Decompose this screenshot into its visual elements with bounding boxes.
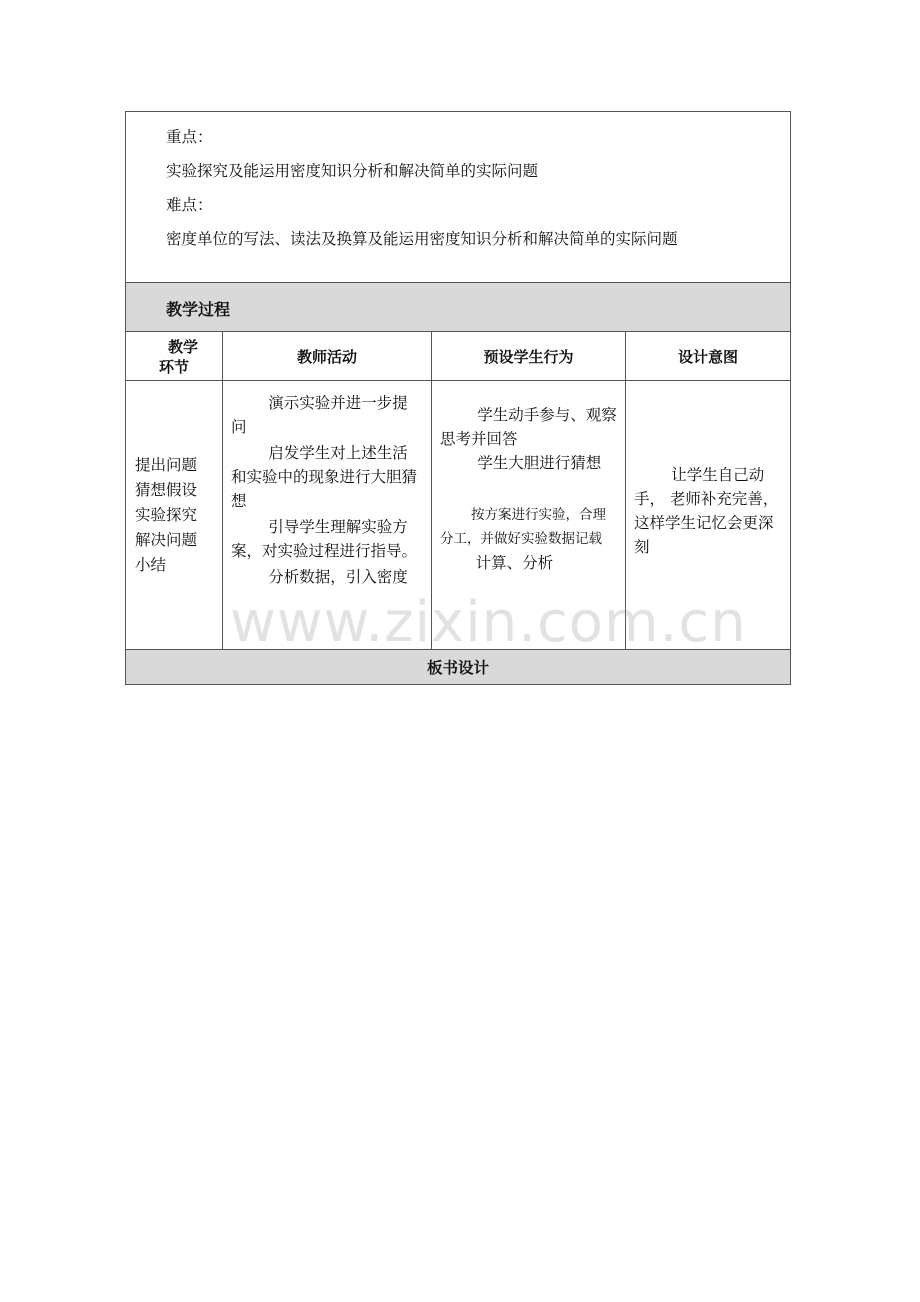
header-teacher: 教师活动: [223, 332, 432, 381]
teacher-item: 启发学生对上述生活和实验中的现象进行大胆猜想: [231, 444, 418, 510]
focus-section: [126, 112, 791, 283]
header-design: 设计意图: [626, 332, 791, 381]
stage-cell: [126, 381, 223, 650]
student-item: 学生大胆进行猜想: [477, 454, 602, 472]
stage-item: 小结: [135, 555, 167, 574]
watermark: www.zixin.com.cn: [230, 590, 747, 655]
teacher-item: 演示实验并进一步提问: [231, 394, 408, 436]
teacher-item: 分析数据，引入密度: [268, 568, 408, 586]
lesson-plan-table: [125, 111, 791, 685]
header-student: 预设学生行为: [432, 332, 626, 381]
student-item: 按方案进行实验，合理分工，并做好实验数据记载: [440, 507, 607, 547]
design-intent-cell: [626, 381, 791, 650]
header-stage: [126, 332, 223, 381]
stage-item: 提出问题: [135, 455, 198, 474]
key-point-label: 重点：: [166, 128, 213, 146]
process-title: 教学过程: [166, 300, 231, 319]
stage-item: 解决问题: [135, 530, 198, 549]
stage-item: 猜想假设: [135, 480, 198, 499]
teacher-activity-cell: [223, 381, 432, 650]
header-stage-line2: 环节: [158, 358, 189, 376]
difficult-point-label: 难点：: [166, 196, 213, 214]
student-behavior-cell: [432, 381, 626, 650]
board-design-title: 板书设计: [126, 650, 791, 685]
process-header-row: [126, 283, 791, 332]
key-point-text: 实验探究及能运用密度知识分析和解决简单的实际问题: [166, 162, 539, 180]
header-stage-line1: 教学: [167, 338, 198, 356]
teacher-item: 引导学生理解实验方案，对实验过程进行指导。: [231, 518, 418, 560]
student-item: 计算、分析: [475, 554, 554, 572]
design-intent-text: 让学生自己动手， 老师补充完善，这样学生记忆会更深刻: [634, 466, 779, 556]
stage-item: 实验探究: [135, 505, 198, 524]
student-item: 学生动手参与、观察思考并回答: [440, 406, 617, 448]
difficult-point-text: 密度单位的写法、读法及换算及能运用密度知识分析和解决简单的实际问题: [166, 230, 678, 248]
